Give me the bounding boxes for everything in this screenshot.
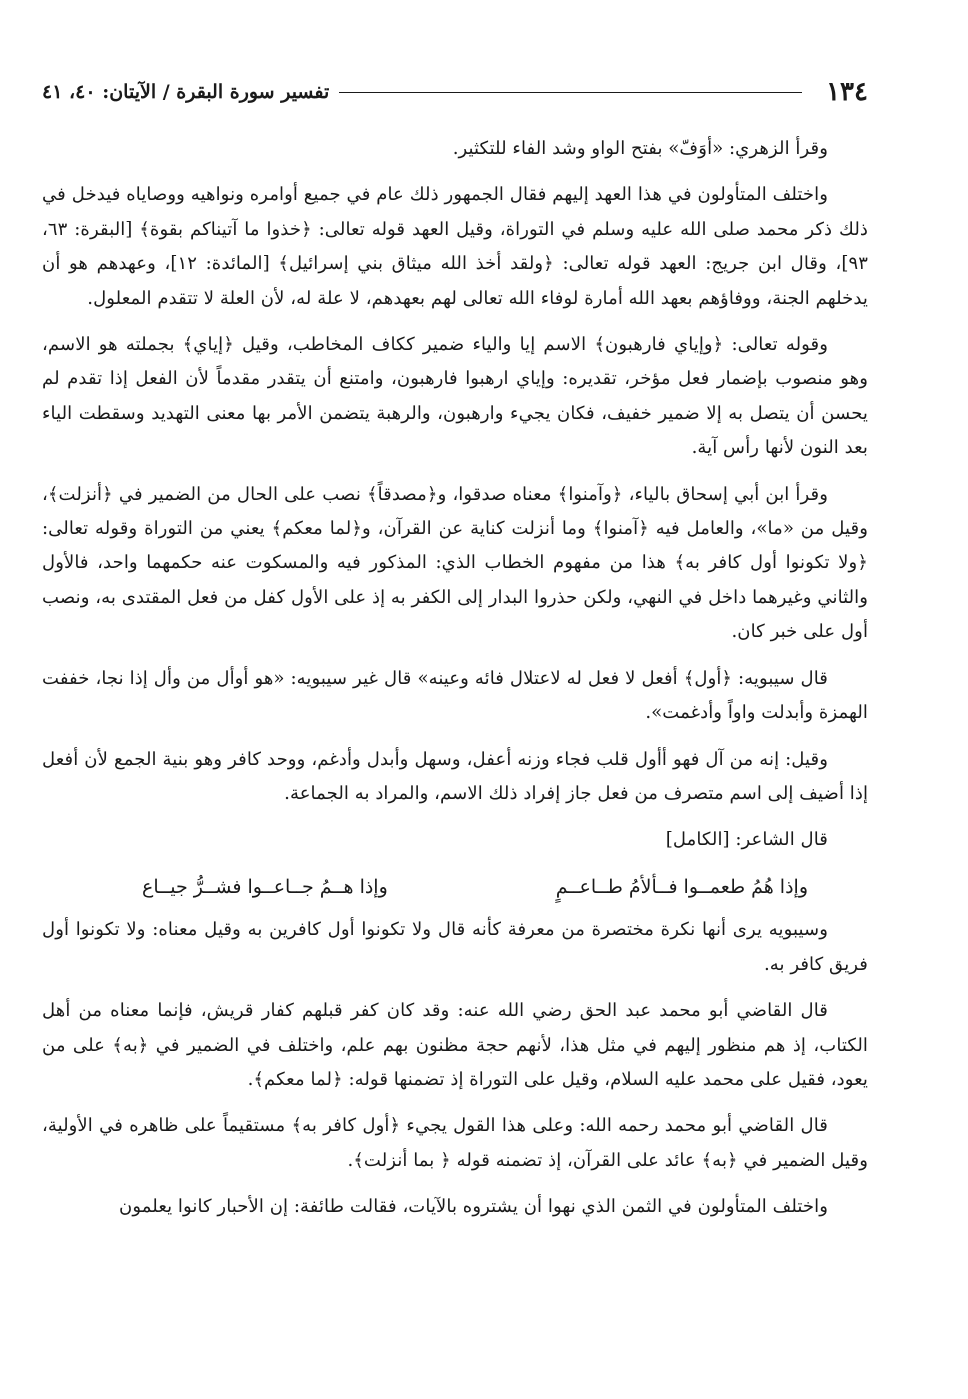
paragraph: وسيبويه يرى أنها نكرة مختصرة من معرفة كأنه قال ولا تكونوا أول كافرين به وقيل معناه: ولا تكونوا أول فريق كافر به. [42,919,868,975]
poet-meter-label: قال الشاعر: [الكامل] [665,829,828,851]
poetry-verse [42,867,868,907]
paragraph: واختلف المتأولون في الثمن الذي نهوا أن يشتروه بالآيات، فقالت طائفة: إن الأحبار كانوا يعلمون [119,1196,828,1218]
paragraph: واختلف المتأولون في هذا العهد إليهم فقال الجمهور ذلك عام في جميع أوامره ونواهيه ووصاياه فيدخل في ذلك ذكر محمد صلى الله عليه وسلم في التوراة، وقيل العهد قوله تعالى: ﴿خذوا ما آتيناكم بقوة﴾ [البقرة: ٦٣، ٩٣]، وقال ابن جريج: العهد قوله تعالى: ﴿ولقد أخذ الله ميثاق بني إسرائيل﴾ [المائدة: ١٢]، وعهدهم هو أن يدخلهم الجنة، ووفاؤهم بعهد الله أمارة لوفاء الله تعالى لهم بعهدهم، لا علة له، لأن العلة لا تتقدم المعلول. [42,184,868,309]
running-title: تفسير سورة البقرة / الآيتان: ٤٠، ٤١ [42,81,330,103]
paragraph: قال القاضي أبو محمد عبد الحق رضي الله عنه: وقد كان كفر قبلهم كفار قريش، فإنما معناه من أهل الكتاب، إذ هم منظور إليهم في مثل هذا، لأنهم حجة مظنون بهم علم، واختلف في الضمير في ﴿به﴾ على من يعود، فقيل على محمد عليه السلام، وقيل على التوراة إذ تضمنها قوله: ﴿لما معكم﴾. [42,1000,868,1090]
page-header [42,72,868,112]
page-number: ١٣٤ [826,77,868,107]
second-hemistich: وإذا هــمُ جــاعــوا فشــرُّ جيــاع [142,876,388,899]
paragraph: قال سيبويه: ﴿أول﴾ أفعل لا فعل له لاعتلال فائه وعينه» قال غير سيبويه: «هو أوأل من وأل إذا نجا، خففت الهمزة وأبدلت واواً وأدغمت». [42,667,868,724]
page-body [42,132,868,1225]
paragraph: وقيل: إنه من آل فهو أأول قلب فجاء وزنه أعفل، وسهل وأبدل وأدغم، ووحد كافر وهو بنية الجمع لأن أفعل إذا أضيف إلى اسم متصرف من فعل جاز إفراد ذلك الاسم، والمراد به الجماعة. [42,748,868,804]
first-hemistich: وإذا هُمُ طعمــوا فــألأمُ طــاعــمٍ [555,876,808,899]
paragraph: قال القاضي أبو محمد رحمه الله: وعلى هذا القول يجيء ﴿أول كافر به﴾ مستقيماً على ظاهره في الأولية، وقيل الضمير في ﴿به﴾ عائد على القرآن، إذ تضمنه قوله ﴿ بما أنزلت﴾. [42,1115,868,1171]
paragraph: وقرأ ابن أبي إسحاق بالياء، ﴿وآمنوا﴾ معناه صدقوا، و﴿مصدقاً﴾ نصب على الحال من الضمير في ﴿أنزلت﴾، وقيل من «ما»، والعامل فيه ﴿آمنوا﴾ وما أنزلت كناية عن القرآن، و﴿لما معكم﴾ يعني من التوراة وقوله تعالى: ﴿ولا تكونوا أول كافر به﴾ هذا من مفهوم الخطاب الذي: المذكور فيه والمسكوت عنه حكمهما واحد، فالأول والثاني وغيرهما داخل في النهي، ولكن حذروا البدار إلى الكفر به إذ على الأول كفل من فعل المقتدى به، ونصب أول على خبر كان. [42,483,868,643]
paragraph: وقوله تعالى: ﴿وإياي فارهبون﴾ الاسم إيا والياء ضمير ككاف المخاطب، وقيل ﴿إياي﴾ بجملته هو الاسم، وهو منصوب بإضمار فعل مؤخر، تقديره: وإياي ارهبوا فارهبون، وامتنع أن يتقدر مقدماً لأن الفعل إذا تقدم لم يحسن أن يتصل به إلا ضمير خفيف، فكان يجيء وارهبون، والرهبة يتضمن الأمر بها معنى التهديد وسقطت الياء بعد النون لأنها رأس آية. [42,334,868,459]
paragraph: وقرأ الزهري: «أوَفّ» بفتح الواو وشد الفاء للتكثير. [452,138,828,159]
header-rule [339,92,802,93]
